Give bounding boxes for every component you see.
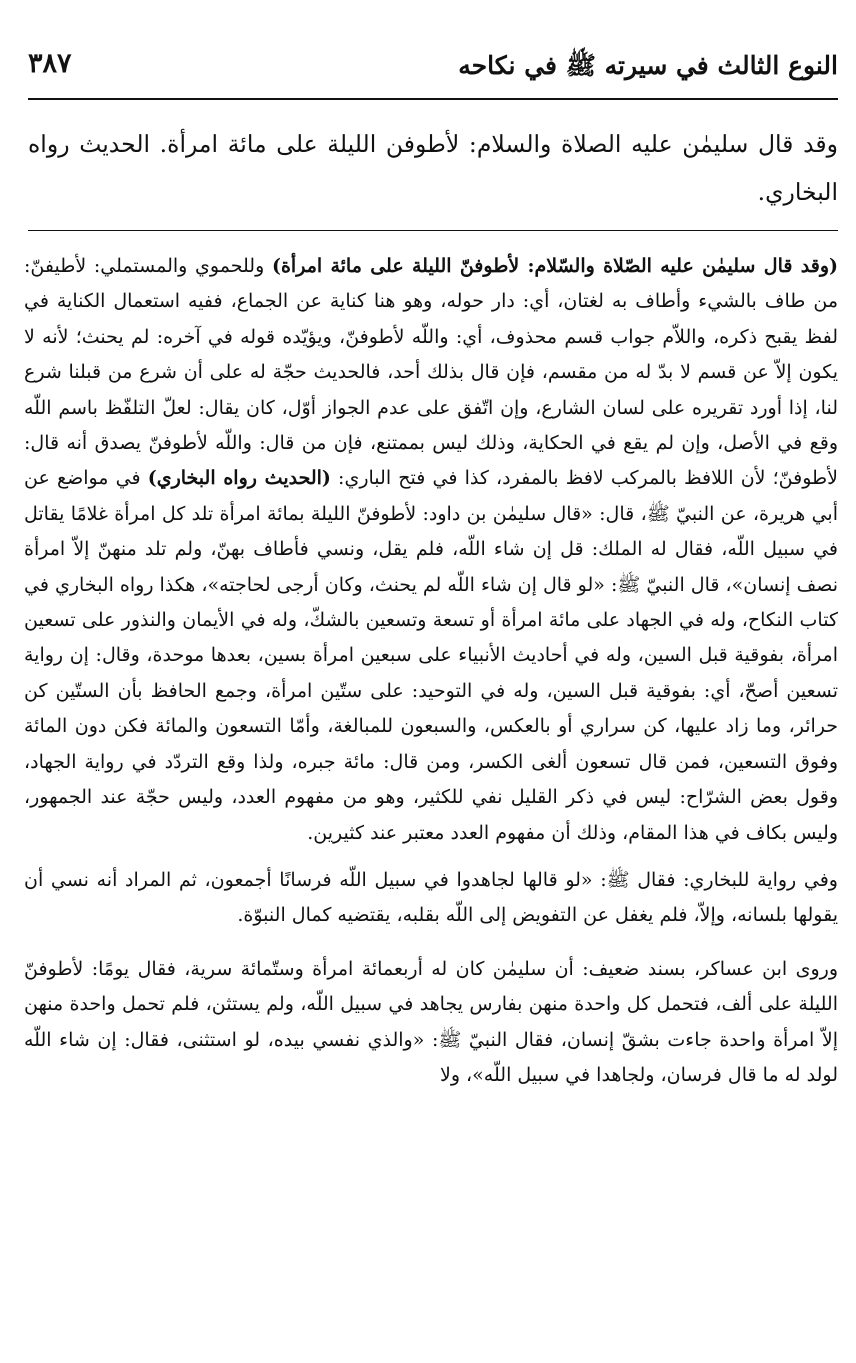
page-number: ٣٨٧ xyxy=(28,48,72,79)
quoted-matn-hadith: (الحديث رواه البخاري) xyxy=(147,467,331,490)
commentary-paragraph-1 xyxy=(24,249,838,851)
running-header xyxy=(28,44,838,96)
running-title: النوع الثالث في سيرته ﷺ في نكاحه xyxy=(458,51,838,80)
quoted-matn-lead: (وقد قال سليمٰن عليه الصّلاة والسّلام: لأطوفنّ الليلة على مائة امرأة) xyxy=(271,255,838,277)
section-divider xyxy=(28,230,838,231)
commentary-paragraph-3: وروى ابن عساكر، بسند ضعيف: أن سليمٰن كان له أربعمائة امرأة وستّمائة سرية، فقال يومًا: لأطوفنّ الليلة على ألف، فتحمل كل واحدة منهن بفارس يجاهد في سبيل اللّه، ولم يستثن، فلم تحمل واحدة منهن إلاّ امرأة واحدة جاءت بشقّ إنسان، فقال النبيّ ﷺ: «والذي نفسي بيده، لو استثنى، فقال: إن شاء اللّه لولد له ما قال فرسان، ولجاهدا في سبيل اللّه»، ولا xyxy=(24,957,838,1086)
commentary-text: في مواضع عن أبي هريرة، عن النبيّ ﷺ، قال: «قال سليمٰن بن داود: لأطوفنّ الليلة بمائة امرأة تلد كل امرأة غلامًا يقاتل في سبيل اللّه، فقال له الملك: قل إن شاء اللّه، فلم يقل، ونسي فأطاف بهنّ، ولم تلد منهنّ إلاّ امرأة نصف إنسان»، قال النبيّ ﷺ: «لو قال إن شاء اللّه لم يحنث، وكان أرجى لحاجته»، هكذا رواه البخاري في كتاب النكاح، وله في الجهاد على مائة امرأة أو تسعة وتسعين بالشكّ، وله في الأيمان والنذور على تسعين امرأة، بفوقية قبل السين، وله في أحاديث الأنبياء على سبعين امرأة بسين، بعدها موحدة، وقال: إن رواية تسعين أصحّ، أي: بفوقية قبل السين، وله في التوحيد: على ستّين امرأة، وجمع الحافظ بأن الستّين كن حرائر، وما زاد عليها، كن سراري أو بالعكس، والسبعون للمبالغة، وأمّا التسعون والمائة فكن دون المائة وفوق التسعين، فمن قال تسعون ألغى الكسر، ومن قال: مائة جبره، ولذا وقع التردّد في رواية الجهاد، وقول بعض الشرّاح: ليس في ذكر القليل نفي للكثير، وهو من مفهوم العدد، وليس حجّة عند الجمهور، وليس بكاف في هذا المقام، وذلك أن مفهوم العدد معتبر عند كثيرين. xyxy=(24,467,839,844)
header-rule xyxy=(28,98,838,100)
matn-text-block xyxy=(28,120,838,216)
commentary-block xyxy=(24,249,838,1093)
matn-paragraph: وقد قال سليمٰن عليه الصلاة والسلام: لأطوفن الليلة على مائة امرأة. الحديث رواه البخاري. xyxy=(28,130,838,206)
commentary-paragraph-2: وفي رواية للبخاري: فقال ﷺ: «لو قالها لجاهدوا في سبيل اللّه فرسانًا أجمعون، ثم المراد أنه نسي أن يقولها بلسانه، وإلاّ، فلم يغفل عن التفويض إلى اللّه بقلبه، يقتضيه كمال النبوّة. xyxy=(24,868,838,927)
commentary-text: وللحموي والمستملي: لأطيفنّ: من طاف بالشيء وأطاف به لغتان، أي: دار حوله، وهو هنا كناية عن الجماع، ففيه استعمال الكناية في لفظ يقبح ذكره، واللاّم جواب قسم محذوف، أي: واللّه لأطوفنّ، ويؤيّده قوله في آخره: لم يحنث؛ لأنه لا يكون إلاّ عن قسم لا بدّ له من مقسم، فإن قال بذلك أحد، فالحديث حجّة له على أن شرع من قبلنا شرع لنا، إذا أورد تقريره على لسان الشارع، وإن اتّفق على عدم الجواز أوّل، كان يقال: لعلّ التلفّظ باسم اللّه وقع في الأصل، وإن لم يقع في الحكاية، وذلك ليس بممتنع، فإن من قال: واللّه لأطوفنّ يصدق أنه قال: لأطوفنّ؛ لأن اللافظ بالمركب لافظ بالمفرد، كذا في فتح الباري: xyxy=(24,255,839,490)
